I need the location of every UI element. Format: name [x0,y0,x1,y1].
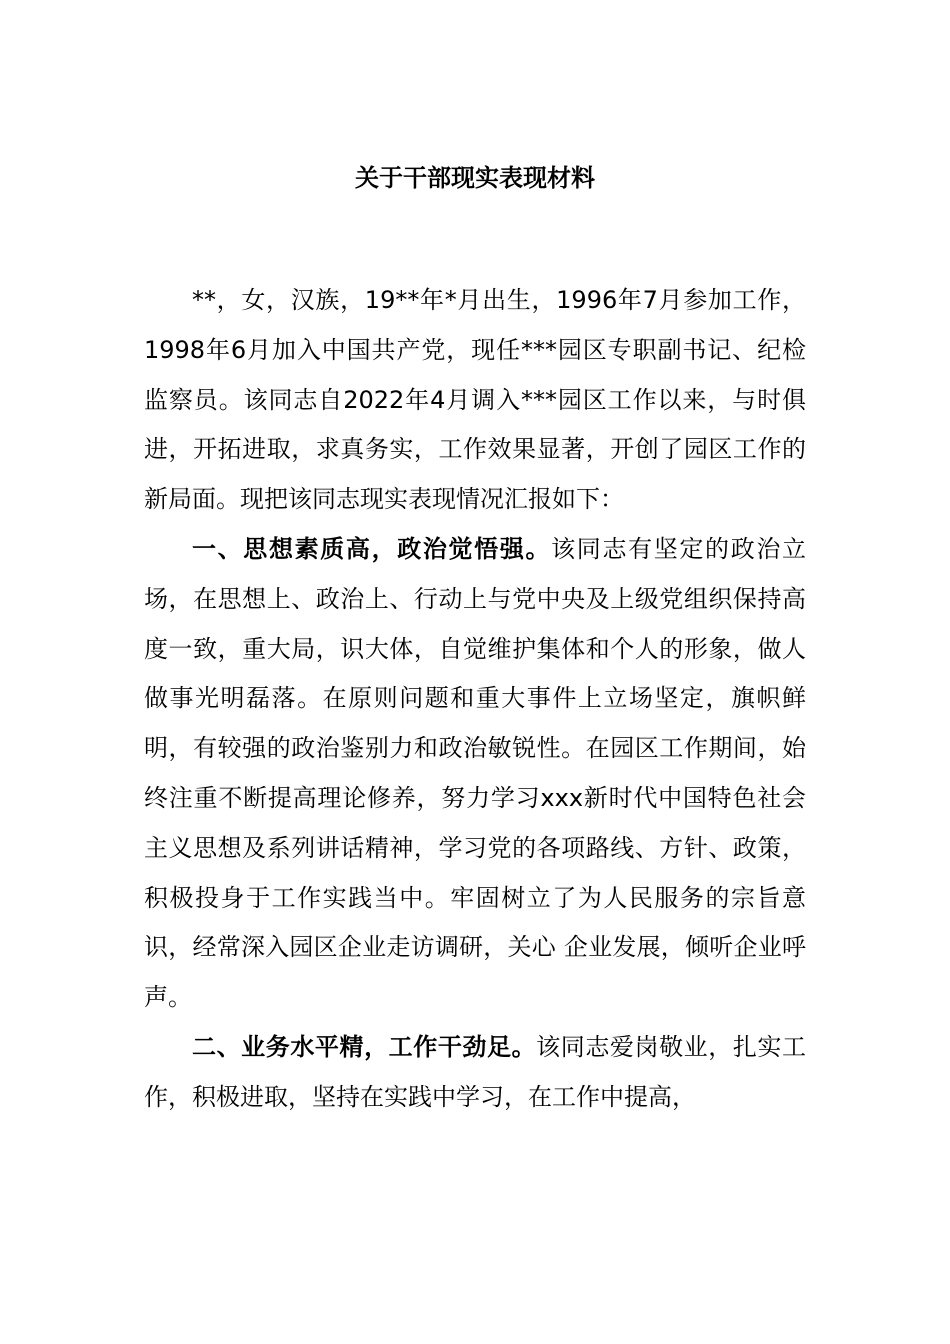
paragraph-intro [144,276,806,525]
paragraph-text: **，女，汉族，19**年*月出生，1996年7月参加工作，1998年6月加入中国共产党，现任***园区专职副书记、纪检监察员。该同志自2022年4月调入***园区工作以来，与时俱进，开拓进取，求真务实，工作效果显著，开创了园区工作的新局面。现把该同志现实表现情况汇报如下： [144,286,806,514]
document-body [144,276,806,1123]
paragraph-text: 该同志有坚定的政治立场，在思想上、政治上、行动上与党中央及上级党组织保持高度一致，重大局，识大体，自觉维护集体和个人的形象，做人做事光明磊落。在原则问题和重大事件上立场坚定，旗帜鲜明，有较强的政治鉴别力和政治敏锐性。在园区工作期间，始终注重不断提高理论修养，努力学习xxx新时代中国特色社会主义思想及系列讲话精神，学习党的各项路线、方针、政策，积极投身于工作实践当中。牢固树立了为人民服务的宗旨意识，经常深入园区企业走访调研，关心 企业发展，倾听企业呼声。 [144,534,807,1012]
section-heading: 一、思想素质高，政治觉悟强。 [192,534,552,563]
paragraph-text: 该同志爱岗敬业，扎实工作，积极进取，坚持在实践中学习，在工作中提高， [144,1032,807,1111]
paragraph-section-2 [144,1023,806,1123]
paragraph-section-1 [144,525,806,1023]
section-heading: 二、业务水平精，工作干劲足。 [192,1032,537,1061]
document-title: 关于干部现实表现材料 [355,164,595,192]
